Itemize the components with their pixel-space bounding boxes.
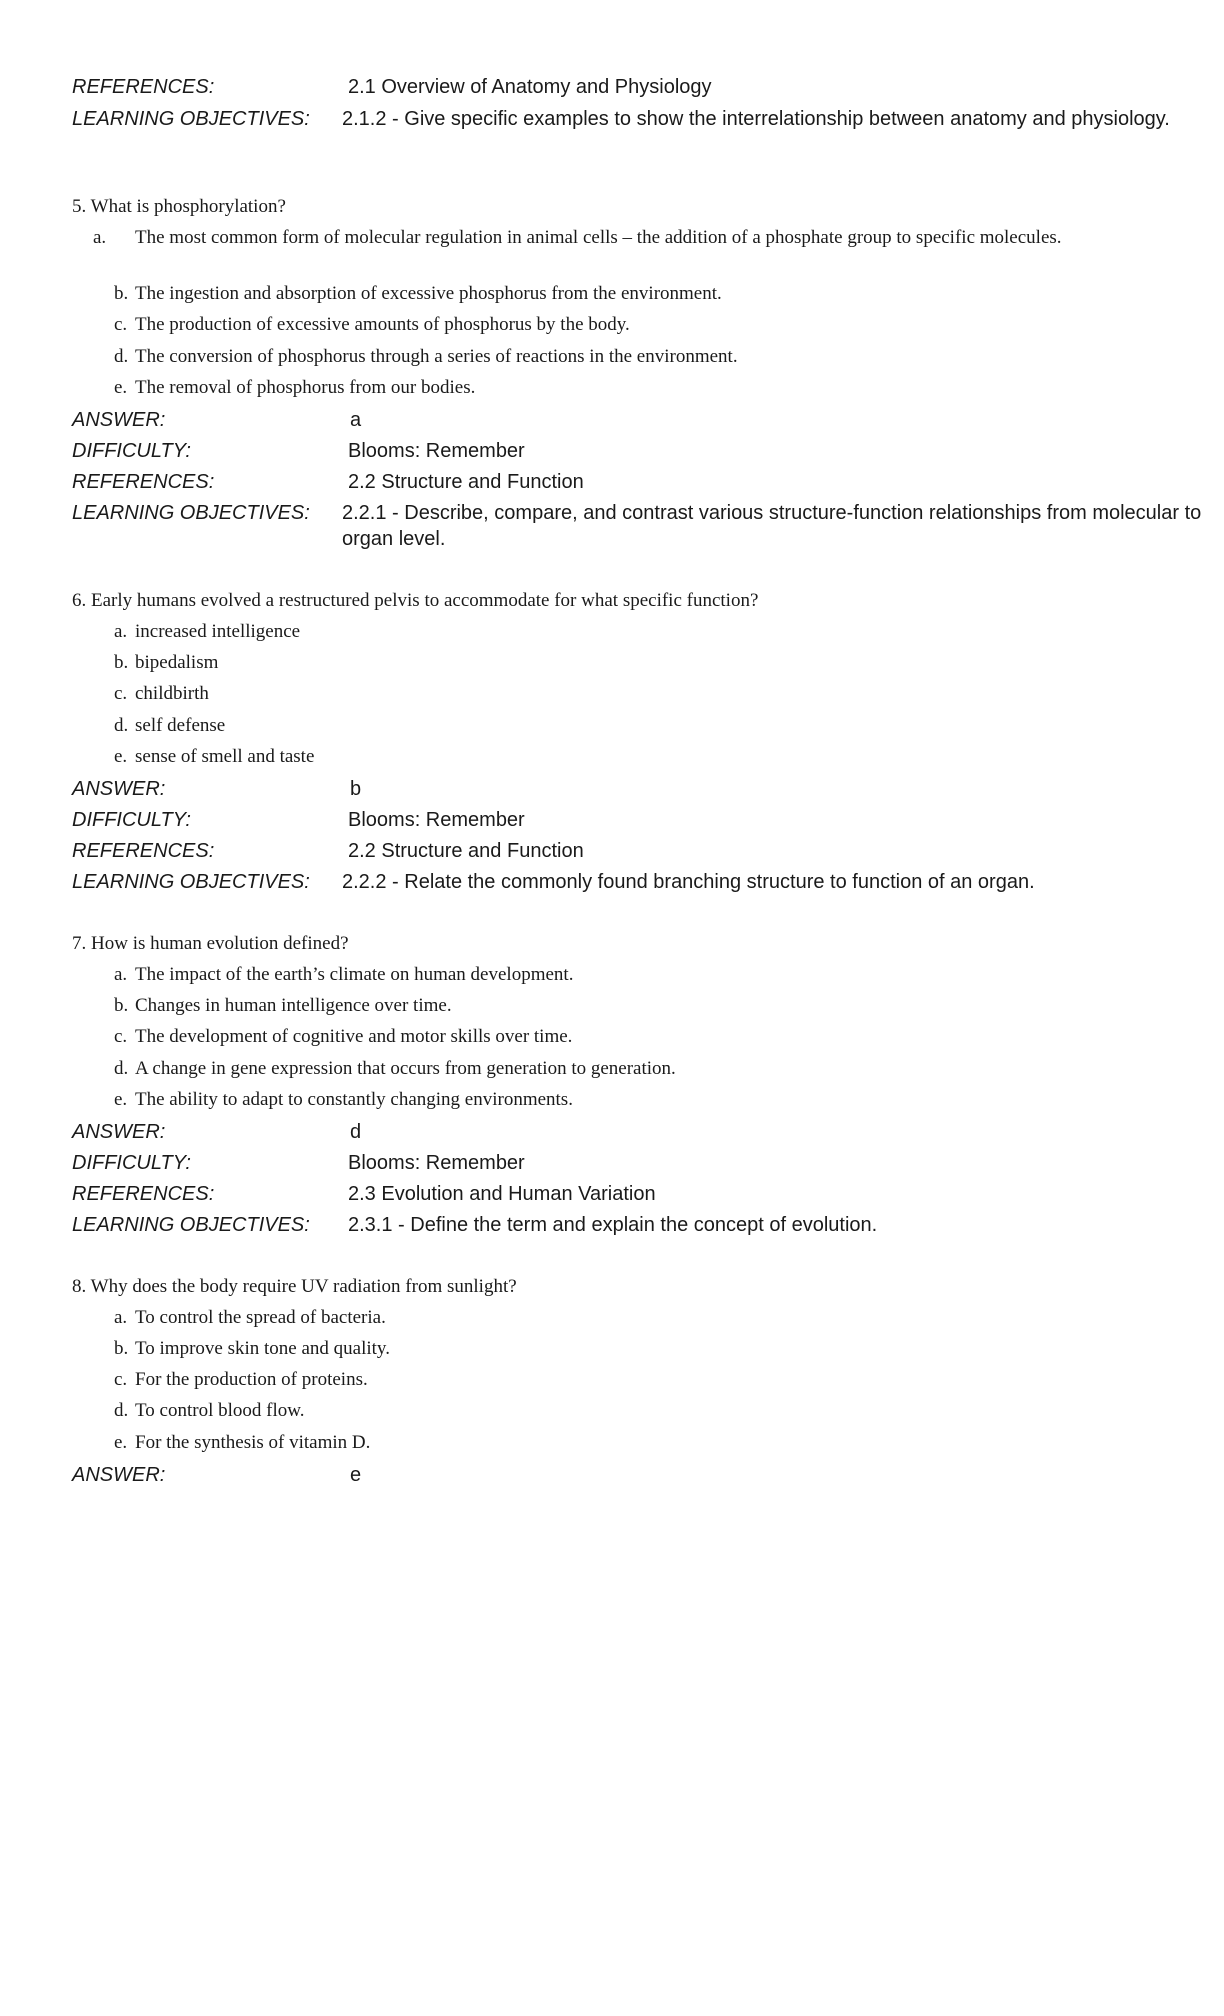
question-5-option-e [114, 376, 1124, 400]
option-text: self defense [135, 715, 226, 736]
option-text: sense of smell and taste [135, 746, 315, 767]
option-text: The conversion of phosphorus through a series of reactions in the environment. [135, 346, 738, 367]
option-letter: d. [114, 346, 129, 367]
objectives-label: LEARNING OBJECTIVES: [72, 871, 310, 893]
option-letter: d. [114, 1058, 129, 1079]
difficulty-label: DIFFICULTY: [72, 1152, 191, 1174]
option-letter: d. [114, 1400, 129, 1421]
references-value: 2.2 Structure and Function [348, 840, 584, 862]
difficulty-value: Blooms: Remember [348, 1152, 525, 1174]
question-5-option-a [93, 226, 1145, 250]
option-text: The most common form of molecular regulation in animal cells – the addition of a phosphate group to specific molecules. [135, 227, 1062, 248]
answer-value: b [350, 778, 362, 800]
answer-value: a [350, 409, 362, 431]
references-label: REFERENCES: [72, 76, 215, 98]
answer-label: ANSWER: [72, 778, 166, 800]
question-8-stem: 8. Why does the body require UV radiation from sunlight? [72, 1276, 517, 1297]
difficulty-label: DIFFICULTY: [72, 440, 191, 462]
question-6-option-e [114, 745, 1124, 769]
references-label: REFERENCES: [72, 1183, 215, 1205]
objectives-label: LEARNING OBJECTIVES: [72, 502, 310, 524]
objectives-value: 2.3.1 - Define the term and explain the concept of evolution. [348, 1214, 878, 1236]
question-7-option-d [114, 1057, 1124, 1081]
option-text: To improve skin tone and quality. [135, 1338, 390, 1359]
question-5-option-c [114, 313, 1124, 337]
difficulty-label: DIFFICULTY: [72, 809, 191, 831]
question-6-option-d [114, 714, 1124, 738]
option-letter: c. [114, 1026, 128, 1047]
option-letter: c. [114, 314, 128, 335]
option-letter: a. [114, 621, 128, 642]
difficulty-value: Blooms: Remember [348, 809, 525, 831]
option-letter: b. [114, 995, 129, 1016]
option-letter: a. [114, 1307, 128, 1328]
answer-label: ANSWER: [72, 1464, 166, 1486]
option-text: For the production of proteins. [135, 1369, 368, 1390]
question-7-stem: 7. How is human evolution defined? [72, 933, 349, 954]
option-letter: d. [114, 715, 129, 736]
option-letter: a. [93, 227, 107, 248]
option-letter: b. [114, 652, 129, 673]
option-letter: a. [114, 964, 128, 985]
question-8-option-d [114, 1399, 1124, 1423]
option-letter: e. [114, 377, 128, 398]
question-7-option-e [114, 1088, 1124, 1112]
option-text: The impact of the earth’s climate on human development. [135, 964, 574, 985]
answer-label: ANSWER: [72, 1121, 166, 1143]
option-letter: b. [114, 283, 129, 304]
option-letter: b. [114, 1338, 129, 1359]
objectives-label: LEARNING OBJECTIVES: [72, 108, 310, 130]
question-5-option-b [114, 282, 1124, 306]
option-text: The ability to adapt to constantly changing environments. [135, 1089, 573, 1110]
question-7-option-a [114, 963, 1124, 987]
question-8-option-b [114, 1337, 1124, 1361]
option-text: The removal of phosphorus from our bodies. [135, 377, 476, 398]
option-text: The production of excessive amounts of phosphorus by the body. [135, 314, 630, 335]
option-text: To control the spread of bacteria. [135, 1307, 386, 1328]
option-text: Changes in human intelligence over time. [135, 995, 452, 1016]
option-letter: e. [114, 1089, 128, 1110]
question-6-option-c [114, 682, 1124, 706]
option-letter: c. [114, 683, 128, 704]
answer-value: d [350, 1121, 362, 1143]
question-6-option-a [114, 620, 1124, 644]
question-8-option-e [114, 1431, 1124, 1455]
references-label: REFERENCES: [72, 840, 215, 862]
question-5-stem: 5. What is phosphorylation? [72, 196, 286, 217]
references-value: 2.2 Structure and Function [348, 471, 584, 493]
option-text: childbirth [135, 683, 209, 704]
option-text: For the synthesis of vitamin D. [135, 1432, 371, 1453]
objectives-label: LEARNING OBJECTIVES: [72, 1214, 310, 1236]
option-text: A change in gene expression that occurs from generation to generation. [135, 1058, 676, 1079]
option-letter: c. [114, 1369, 128, 1390]
option-letter: e. [114, 746, 128, 767]
objectives-value: 2.2.1 - Describe, compare, and contrast various structure-function relationships from molecular to organ level. [342, 502, 1202, 550]
question-8-option-a [114, 1306, 1124, 1330]
option-letter: e. [114, 1432, 128, 1453]
difficulty-value: Blooms: Remember [348, 440, 525, 462]
objectives-value: 2.1.2 - Give specific examples to show the interrelationship between anatomy and physiology. [342, 108, 1170, 130]
references-label: REFERENCES: [72, 471, 215, 493]
question-6-option-b [114, 651, 1124, 675]
option-text: The development of cognitive and motor skills over time. [135, 1026, 573, 1047]
question-5-option-d [114, 345, 1124, 369]
answer-value: e [350, 1464, 362, 1486]
option-text: To control blood flow. [135, 1400, 305, 1421]
option-text: The ingestion and absorption of excessive phosphorus from the environment. [135, 283, 722, 304]
references-value: 2.3 Evolution and Human Variation [348, 1183, 656, 1205]
option-text: increased intelligence [135, 621, 301, 642]
question-8-option-c [114, 1368, 1124, 1392]
references-value: 2.1 Overview of Anatomy and Physiology [348, 76, 712, 98]
answer-label: ANSWER: [72, 409, 166, 431]
objectives-value: 2.2.2 - Relate the commonly found branching structure to function of an organ. [342, 871, 1035, 893]
question-7-option-c [114, 1025, 1124, 1049]
question-6-stem: 6. Early humans evolved a restructured pelvis to accommodate for what specific function? [72, 590, 759, 611]
option-text: bipedalism [135, 652, 219, 673]
question-7-option-b [114, 994, 1124, 1018]
